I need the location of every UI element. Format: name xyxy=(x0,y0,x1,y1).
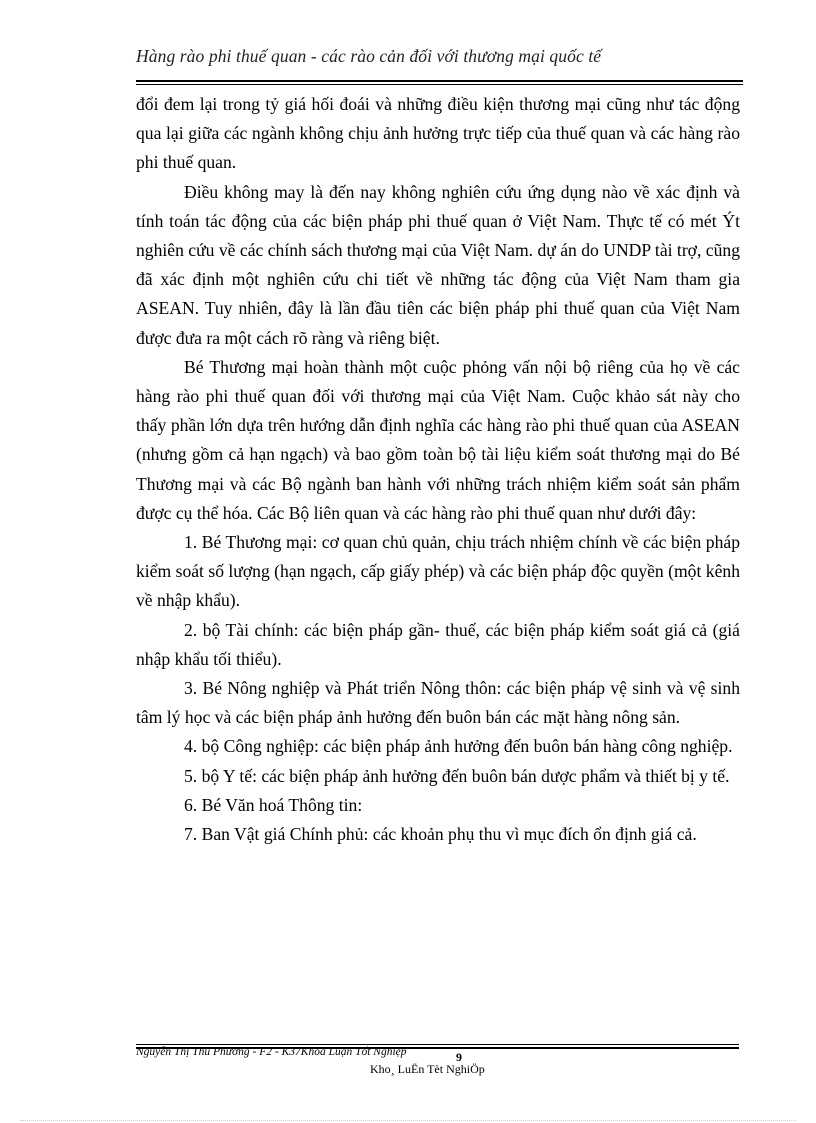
paragraph-continuation: đổi đem lại trong tỷ giá hối đoái và những điều kiện thương mại cũng như tác động qua lại giữa các ngành không chịu ảnh hưởng trực tiếp của thuế quan và các hàng rào phi thuế quan. xyxy=(136,94,740,173)
list-item: 7. Ban Vật giá Chính phủ: các khoản phụ thu vì mục đích ổn định giá cả. xyxy=(184,824,697,845)
list-item: 5. bộ Y tế: các biện pháp ảnh hưởng đến buôn bán dược phẩm và thiết bị y tế. xyxy=(184,765,730,786)
list-item: 2. bộ Tài chính: các biện pháp gần- thuế, các biện pháp kiểm soát giá cả (giá nhập khẩu tối thiểu). xyxy=(136,619,740,669)
footer-rule-thin xyxy=(136,1044,739,1045)
page-bottom-edge xyxy=(20,1120,796,1121)
body-text xyxy=(136,90,740,849)
header-rule-thick xyxy=(136,80,743,82)
list-item: 3. Bé Nông nghiệp và Phát triển Nông thôn: các biện pháp vệ sinh và vệ sinh tâm lý học và các biện pháp ảnh hưởng đến buôn bán các mặt hàng nông sản. xyxy=(136,678,740,728)
paragraph: Điều không may là đến nay không nghiên cứu ứng dụng nào về xác định và tính toán tác động của các biện pháp phi thuế quan ở Việt Nam. Thực tế có mét Ýt nghiên cứu về các chính sách thương mại của Việt Nam. dự án do UNDP tài trợ, cũng đã xác định một nghiên cứu chi tiết về những tác động của Việt Nam tham gia ASEAN. Tuy nhiên, đây là lần đầu tiên các biện pháp phi thuế quan của Việt Nam được đưa ra một cách rõ ràng và riêng biệt. xyxy=(136,181,740,348)
list-item: 4. bộ Công nghiệp: các biện pháp ảnh hưởng đến buôn bán hàng công nghiệp. xyxy=(184,736,733,757)
running-header-title: Hàng rào phi thuế quan - các rào cản đối với thương mại quốc tế xyxy=(136,46,602,66)
footer-author-line: Nguyễn Thị Thu Phương - F2 - K37Khoá Luận Tốt Nghiệp xyxy=(136,1046,407,1058)
paragraph: Bé Thương mại hoàn thành một cuộc phỏng vấn nội bộ riêng của họ về các hàng rào phi thuế quan đối với thương mại của Việt Nam. Cuộc khảo sát này cho thấy phần lớn dựa trên hướng dẫn định nghĩa các hàng rào phi thuế quan của ASEAN (nhưng gồm cả hạn ngạch) và bao gồm toàn bộ tài liệu kiểm soát thương mại do Bé Thương mại và các Bộ ngành ban hành với những trách nhiệm kiểm soát sản phẩm được cụ thể hóa. Các Bộ liên quan và các hàng rào phi thuế quan như dưới đây: xyxy=(136,356,740,523)
list-item: 6. Bé Văn hoá Thông tin: xyxy=(184,794,363,815)
footer-center-line: Kho¸ LuËn Tèt NghiÖp xyxy=(370,1062,485,1076)
header-rule-thin xyxy=(136,84,743,85)
page-number: 9 xyxy=(456,1050,462,1064)
list-item: 1. Bé Thương mại: cơ quan chủ quản, chịu trách nhiệm chính về các biện pháp kiểm soát số lượng (hạn ngạch, cấp giấy phép) và các biện pháp độc quyền (một kênh về nhập khẩu). xyxy=(136,532,740,611)
